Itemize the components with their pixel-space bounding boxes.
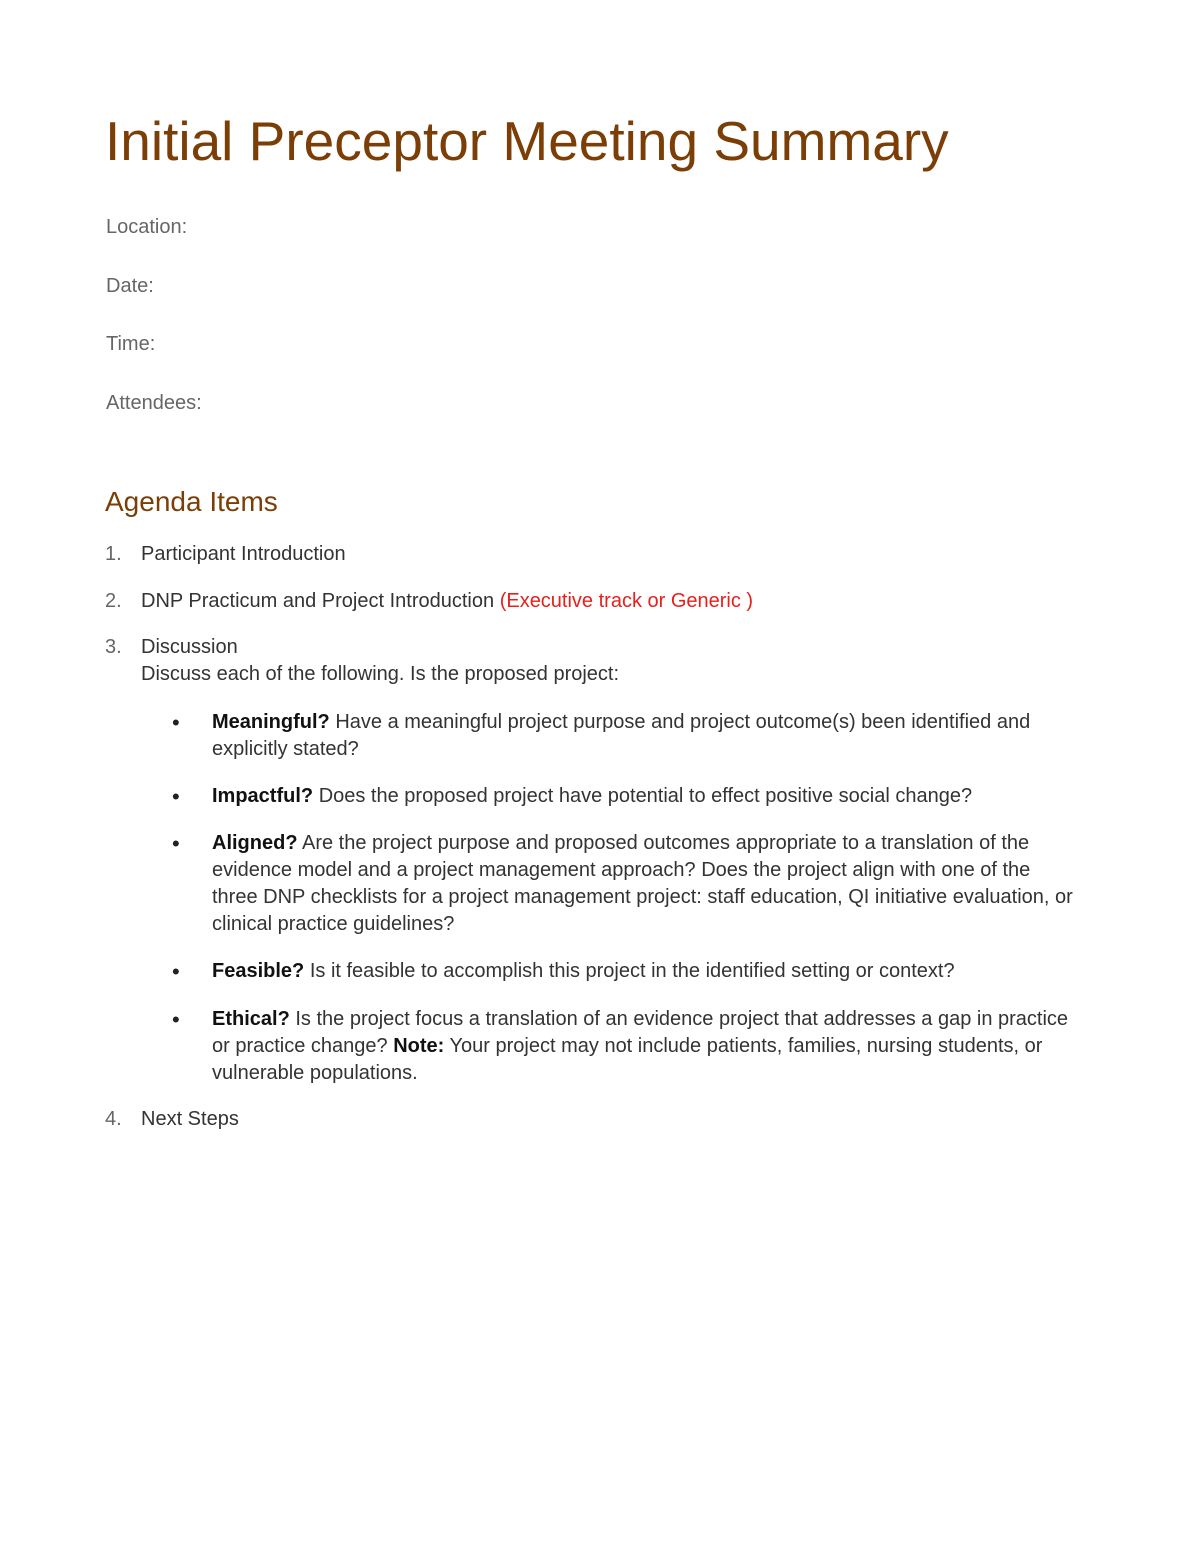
agenda-item-sublabel: Discuss each of the following. Is the proposed project: [141, 663, 620, 685]
point-text: Are the project purpose and proposed outcomes appropriate to a translation of the evidence model and a project management approach? Does the project align with one of the three DNP checklists for a project management project: staff education, QI initiative evaluation, or clinical practice guidelines? [212, 832, 1073, 935]
agenda-item-number: 3. [105, 636, 122, 658]
point-term: Feasible? [212, 960, 305, 982]
agenda-item-label: DNP Practicum and Project Introduction [141, 590, 495, 612]
agenda-item [105, 634, 1085, 688]
list-item [172, 958, 1077, 985]
agenda-item [105, 541, 1085, 568]
bullet-icon: • [172, 710, 180, 735]
bullet-icon: • [172, 784, 180, 809]
bullet-icon: • [172, 1007, 180, 1032]
agenda-item-number: 1. [105, 543, 122, 565]
point-term: Ethical? [212, 1008, 290, 1030]
point-term: Meaningful? [212, 711, 330, 733]
point-text: Have a meaningful project purpose and project outcome(s) been identified and explicitly stated? [212, 711, 1031, 760]
point-term: Aligned? [212, 832, 298, 854]
bullet-icon: • [172, 959, 180, 984]
agenda-item-number: 4. [105, 1108, 122, 1130]
list-item [172, 783, 1077, 810]
agenda-item-label: Participant Introduction [141, 543, 346, 565]
point-text: Is the project focus a translation of an evidence project that addresses a gap in practice or practice change? [212, 1008, 1069, 1057]
page-title: Initial Preceptor Meeting Summary [105, 110, 949, 172]
date-label: Date: [106, 275, 154, 297]
agenda-item-label: Next Steps [141, 1108, 239, 1130]
location-label: Location: [106, 216, 188, 238]
agenda-item-number: 2. [105, 590, 122, 612]
note-label: Note: [393, 1035, 445, 1057]
note-text: Your project may not include patients, families, nursing students, or vulnerable populations. [212, 1035, 1043, 1084]
point-term: Impactful? [212, 785, 314, 807]
list-item [172, 1006, 1077, 1087]
agenda-item-label: Discussion [141, 636, 238, 658]
bullet-icon: • [172, 831, 180, 856]
agenda-item [105, 588, 1085, 615]
attendees-label: Attendees: [106, 392, 202, 414]
list-item [172, 709, 1077, 763]
agenda-heading: Agenda Items [105, 486, 278, 517]
time-label: Time: [106, 333, 156, 355]
track-note: (Executive track or Generic ) [499, 590, 754, 612]
agenda-item [105, 1106, 1085, 1133]
point-text: Is it feasible to accomplish this project in the identified setting or context? [309, 960, 955, 982]
point-text: Does the proposed project have potential to effect positive social change? [318, 785, 973, 807]
list-item [172, 830, 1077, 938]
